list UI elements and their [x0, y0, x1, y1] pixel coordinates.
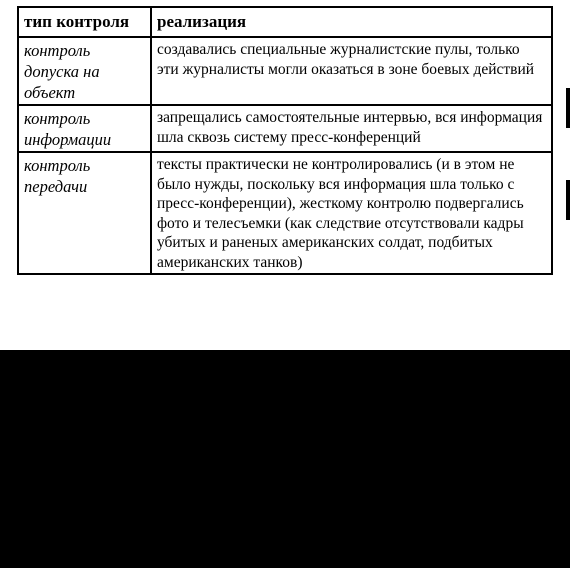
control-type-cell: контроль информации: [18, 105, 151, 152]
table-row: [18, 152, 552, 274]
control-types-table: [17, 6, 553, 275]
control-type-cell: контроль передачи: [18, 152, 151, 274]
implementation-cell: запрещались самостоятельные интервью, вся информация шла сквозь систему пресс-конференций: [151, 105, 552, 152]
table-row: [18, 37, 552, 105]
table-row: [18, 105, 552, 152]
scan-edge-mark: [566, 180, 570, 220]
implementation-cell: тексты практически не контролировались (и в этом не было нужды, поскольку вся информация шла только с пресс-конференции), жесткому контролю подвергались фото и телесъемки (как следствие отсутствовали кадры убитых и раненых американских солдат, подбитых американских танков): [151, 152, 552, 274]
header-implementation: реализация: [151, 7, 552, 37]
scan-edge-mark: [566, 88, 570, 128]
control-type-cell: контроль допуска на объект: [18, 37, 151, 105]
implementation-cell: создавались специальные журналистские пулы, только эти журналисты могли оказаться в зоне боевых действий: [151, 37, 552, 105]
header-control-type: тип контроля: [18, 7, 151, 37]
table-header-row: [18, 7, 552, 37]
